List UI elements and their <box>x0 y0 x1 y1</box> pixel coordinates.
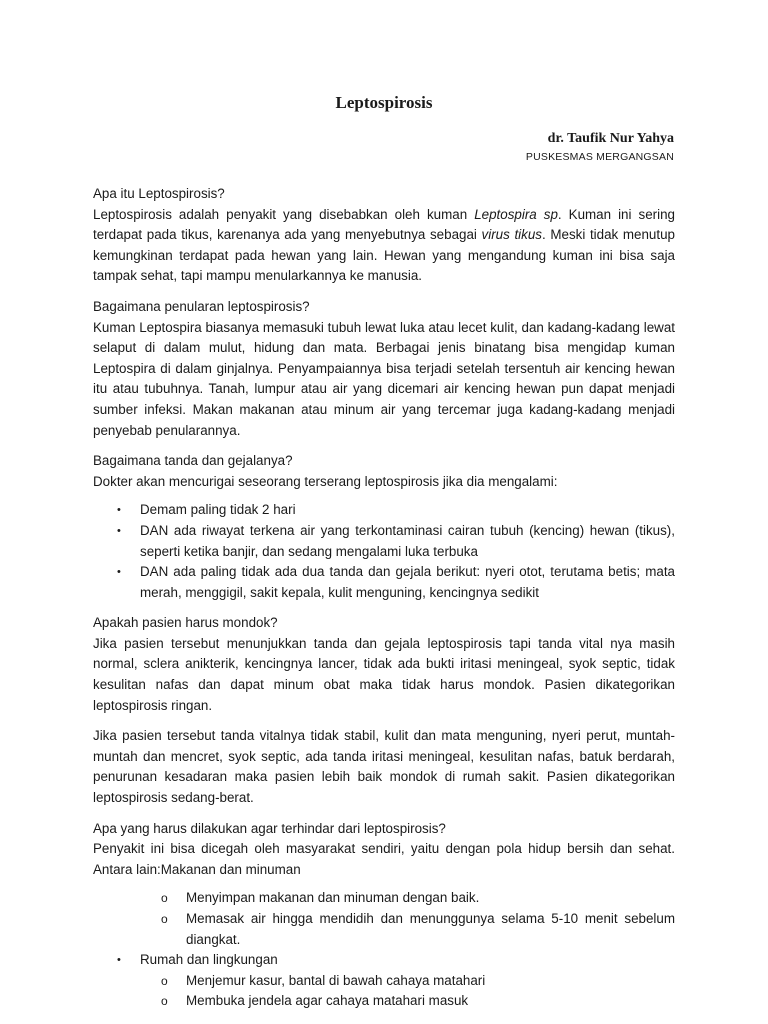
section-heading: Apa itu Leptospirosis? <box>93 186 225 201</box>
sublist-item: o Menyimpan makanan dan minuman dengan baik. <box>93 888 675 909</box>
symptom-list <box>93 500 675 603</box>
section-paragraph: Penyakit ini bisa dicegah oleh masyarakat sendiri, yaitu dengan pola hidup bersih dan sehat. Antara lain:Makanan dan minuman <box>93 841 675 877</box>
list-item: • Rumah dan lingkungan <box>93 950 675 971</box>
section-paragraph: Jika pasien tersebut menunjukkan tanda dan gejala leptospirosis tapi tanda vital nya masih normal, sclera anikterik, kencingnya lancer, tidak ada bukti iritasi meningeal, syok septic, tidak kesulitan nafas dan dapat minum obat maka tidak harus mondok. Pasien dikategorikan leptospirosis ringan. <box>93 635 675 713</box>
author-affiliation: PUSKESMAS MERGANGSAN <box>525 151 674 163</box>
list-item: • DAN ada riwayat terkena air yang terkontaminasi cairan tubuh (kencing) hewan (tikus), seperti ketika banjir, dan sedang mengalami luka terbuka <box>117 522 675 559</box>
list-item: • Demam paling tidak 2 hari <box>93 500 675 521</box>
section-paragraph: Jika pasien tersebut tanda vitalnya tidak stabil, kulit dan mata menguning, nyeri perut, muntah-muntah dan mencret, syok septic, ada tanda iritasi meningeal, kesulitan nafas, batuk berdarah, penurunan kesadaran maka pasien lebih baik mondok di rumah sakit. Pasien dikategorikan leptospirosis sedang-berat. <box>93 728 675 806</box>
bullet-icon: • <box>117 566 121 579</box>
section-heading: Bagaimana tanda dan gejalanya? <box>93 453 293 469</box>
bullet-icon: • <box>117 954 121 967</box>
circle-bullet-icon: o <box>161 891 168 906</box>
circle-bullet-icon: o <box>161 994 168 1009</box>
prevention-list <box>93 950 675 971</box>
section-paragraph: Leptospirosis adalah penyakit yang disebabkan oleh kuman Leptospira sp. Kuman ini sering terdapat pada tikus, karenanya ada yang menyebutnya sebagai virus tikus. Meski tidak menutup kemungkinan terdapat pada hewan yang lain. Hewan yang mengandung kuman ini bisa saja tampak sehat, tapi mampu menularkannya ke manusia. <box>93 206 675 284</box>
section-heading: Bagaimana penularan leptospirosis? <box>93 298 310 314</box>
sublist-item: o Memasak air hingga mendidih dan menunggunya selama 5-10 menit sebelum diangkat. <box>161 911 675 947</box>
circle-bullet-icon: o <box>161 973 168 988</box>
sublist-item: o Membuka jendela agar cahaya matahari masuk <box>93 991 675 1012</box>
bullet-icon: • <box>117 504 121 517</box>
sublist-item: o Menjemur kasur, bantal di bawah cahaya matahari <box>93 971 675 992</box>
section-heading: Apakah pasien harus mondok? <box>93 615 278 631</box>
author-name: dr. Taufik Nur Yahya <box>547 131 674 146</box>
section-heading: Apa yang harus dilakukan agar terhindar dari leptospirosis? <box>93 820 446 836</box>
list-item: • DAN ada paling tidak ada dua tanda dan gejala berikut: nyeri otot, terutama betis; mata merah, menggigil, sakit kepala, kulit menguning, kencingnya sedikit <box>117 564 675 600</box>
section-paragraph: Kuman Leptospira biasanya memasuki tubuh lewat luka atau lecet kulit, dan kadang-kadang lewat selaput di dalam mulut, hidung dan mata. Berbagai jenis binatang bisa mengidap kuman Leptospira di dalam ginjalnya. Penyampaiannya bisa terjadi setelah tersentuh air kencing hewan itu atau tubuhnya. Tanah, lumpur atau air yang dicemari air kencing hewan pun dapat menjadi sumber infeksi. Makan makanan atau minum air yang tercemar juga kadang-kadang menjadi penyebab penularannya. <box>93 319 675 438</box>
prevention-sublist <box>93 971 675 1012</box>
circle-bullet-icon: o <box>161 912 168 926</box>
prevention-sublist <box>93 888 675 950</box>
page-title: Leptospirosis <box>335 93 433 112</box>
document-body <box>93 184 675 1012</box>
section-paragraph: Dokter akan mencurigai seseorang terserang leptospirosis jika dia mengalami: <box>93 473 558 489</box>
bullet-icon: • <box>117 524 121 537</box>
